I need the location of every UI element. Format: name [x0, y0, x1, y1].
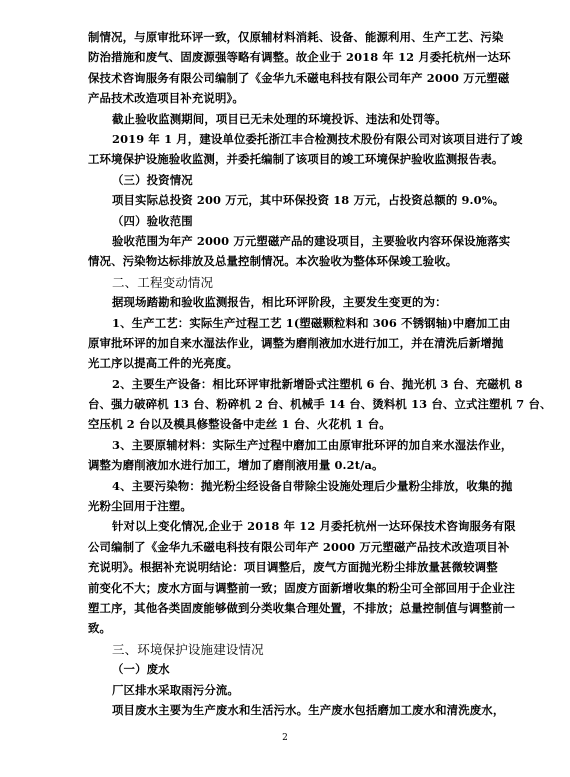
- paragraph-line: 防治措施和废气、固废源强等略有调整。故企业于 2018 年 12 月委托杭州一达环: [88, 50, 511, 64]
- paragraph-line: 致。: [88, 621, 112, 635]
- section-heading-changes: 二、工程变动情况: [112, 275, 214, 290]
- paragraph-line: 3、主要原辅材料：实际生产过程中磨加工由原审批环评的加自来水湿法作业，: [112, 438, 513, 452]
- page-number: 2: [282, 733, 288, 743]
- section-heading-environment: 三、环境保护设施建设情况: [112, 642, 264, 657]
- paragraph-line: 保技术咨询服务有限公司编制了《金华九禾磁电科技有限公司年产 2000 万元塑磁: [88, 71, 510, 85]
- paragraph-line: 光粉尘回用于注塑。: [88, 499, 192, 513]
- paragraph-line: 光工序以提高工件的光亮度。: [88, 356, 239, 370]
- paragraph-line: 塑工序，其他各类固废能够做到分类收集合理处置，不排放；总量控制值与调整前一: [88, 601, 516, 615]
- paragraph-line: 工环境保护设施验收监测，并委托编制了该项目的竣工环境保护验收监测报告表。: [88, 152, 504, 166]
- subheading-scope: （四）验收范围: [112, 214, 193, 228]
- paragraph-line: 台、强力破碎机 13 台、粉碎机 2 台、机械手 14 台、烫料机 13 台、立式注塑机 7 台、: [88, 397, 552, 411]
- paragraph-line: 针对以上变化情况,企业于 2018 年 12 月委托杭州一达环保技术咨询服务有限: [112, 519, 516, 533]
- paragraph-line: 前变化不大；废水方面与调整前一致；固废方面新增收集的粉尘可全部回用于企业注: [88, 581, 516, 595]
- paragraph-line: 截止验收监测期间，项目已无未处理的环境投诉、违法和处罚等。: [112, 112, 447, 126]
- paragraph-line: 原审批环评的加自来水湿法作业，调整为磨削液加水进行加工，并在清洗后新增抛: [88, 336, 504, 350]
- subheading-investment: （三）投资情况: [112, 173, 193, 187]
- paragraph-line: 验收范围为年产 2000 万元塑磁产品的建设项目，主要验收内容环保设施落实: [112, 234, 511, 248]
- subheading-wastewater: （一）废水: [112, 662, 170, 676]
- paragraph-line: 项目实际总投资 200 万元，其中环保投资 18 万元，占投资总额的 9.0%。: [112, 193, 505, 207]
- paragraph-line: 据现场踏勘和验收监测报告，相比环评阶段，主要发生变更的为：: [112, 295, 447, 309]
- paragraph-line: 4、主要污染物：抛光粉尘经设备自带除尘设施处理后少量粉尘排放，收集的抛: [112, 479, 513, 493]
- paragraph-line: 情况、污染物达标排放及总量控制情况。本次验收为整体环保竣工验收。: [88, 254, 458, 268]
- paragraph-line: 厂区排水采取雨污分流。: [112, 683, 239, 697]
- paragraph-line: 项目废水主要为生产废水和生活污水。生产废水包括磨加工废水和清洗废水，: [112, 703, 505, 717]
- paragraph-line: 2019 年 1 月，建设单位委托浙江丰合检测技术股份有限公司对该项目进行了竣: [112, 132, 523, 146]
- paragraph-line: 空压机 2 台以及模具修整设备中走丝 1 台、火花机 1 台。: [88, 417, 391, 431]
- paragraph-line: 充说明》。根据补充说明结论：项目调整后，废气方面抛光粉尘排放量甚微较调整: [88, 560, 498, 574]
- paragraph-line: 产品技术改造项目补充说明》。: [88, 91, 244, 105]
- paragraph-line: 制情况，与原审批环评一致，仅原辅材料消耗、设备、能源利用、生产工艺、污染: [88, 30, 504, 44]
- paragraph-line: 2、主要生产设备：相比环评审批新增卧式注塑机 6 台、抛光机 3 台、充磁机 8: [112, 377, 523, 391]
- paragraph-line: 1、生产工艺：实际生产过程工艺 1(塑磁颗粒料和 306 不锈钢轴)中磨加工由: [112, 316, 511, 330]
- paragraph-line: 调整为磨削液加水进行加工，增加了磨削液用量 0.2t/a。: [88, 458, 384, 472]
- paragraph-line: 公司编制了《金华九禾磁电科技有限公司年产 2000 万元塑磁产品技术改造项目补: [88, 540, 510, 554]
